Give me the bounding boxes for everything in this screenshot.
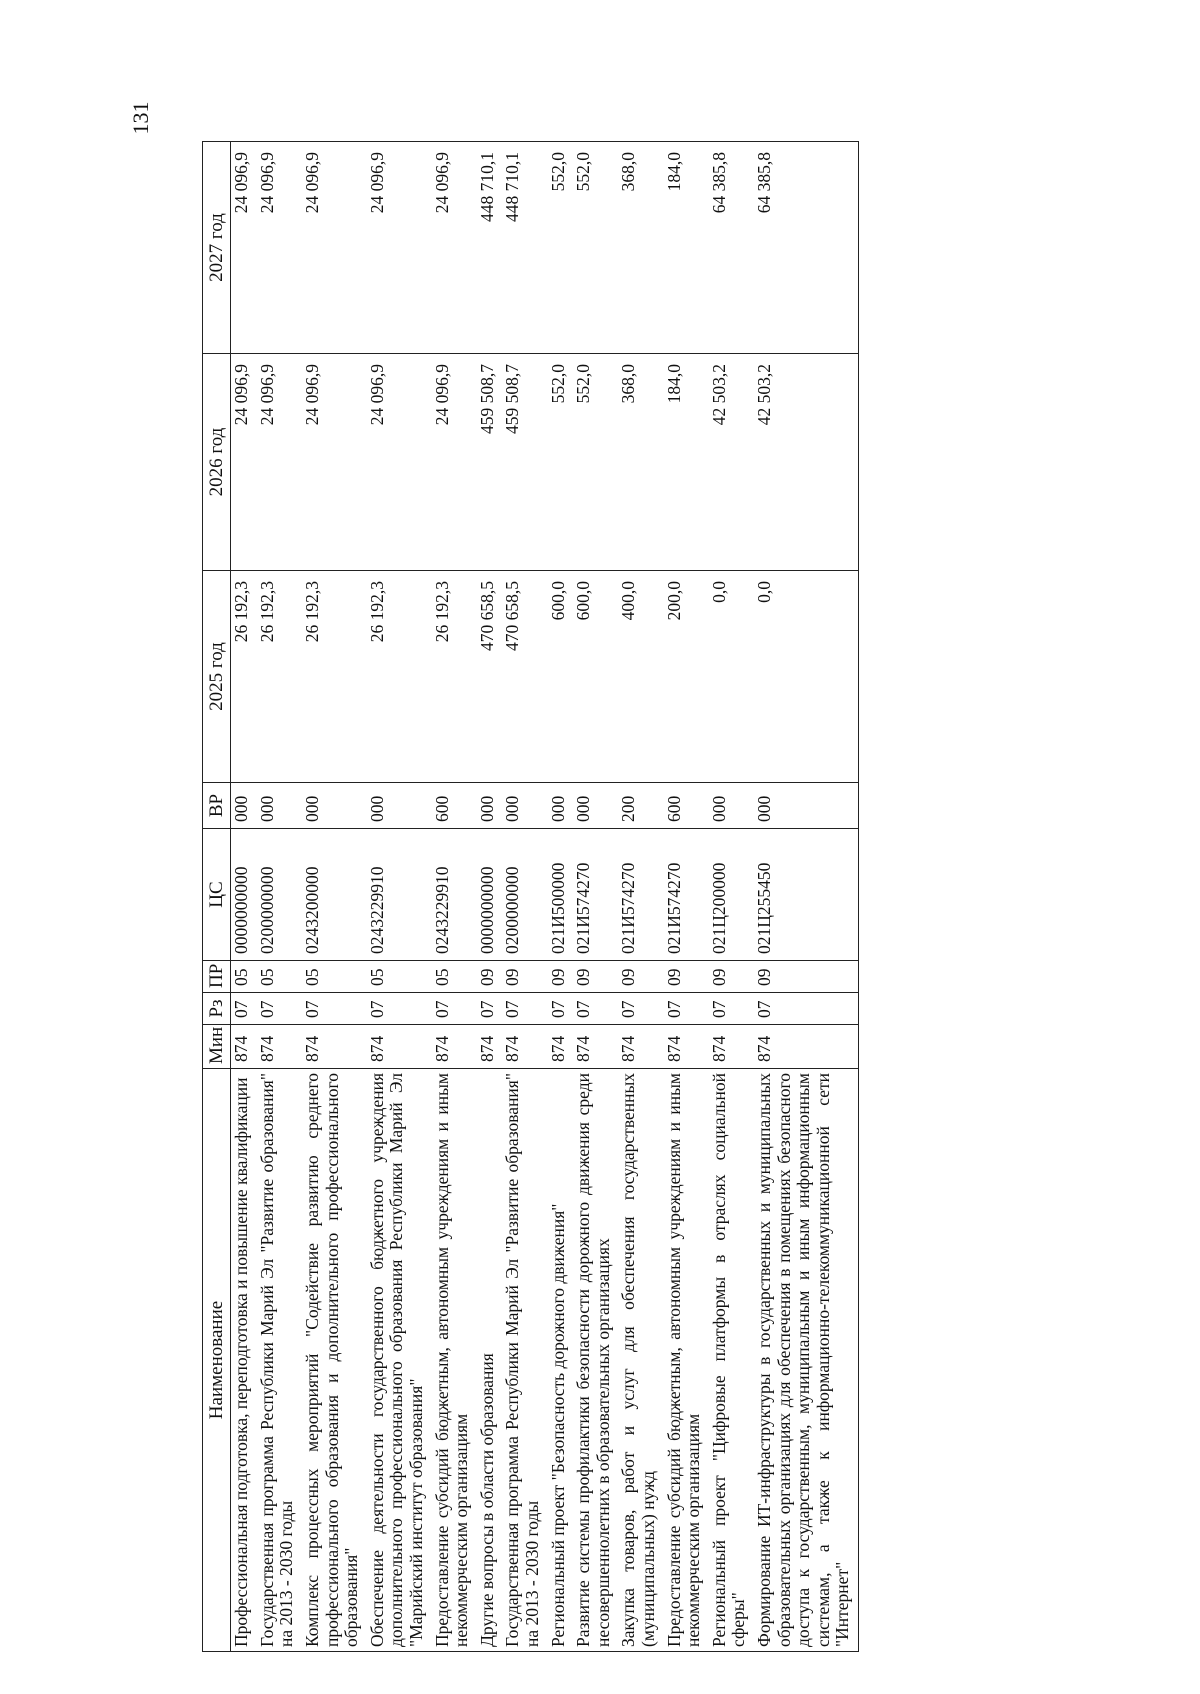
row-pr: 05 <box>231 961 257 993</box>
row-2027: 368,0 <box>618 142 663 354</box>
row-name: Предоставление субсидий бюджетным, автономным учреждениям и иным некоммерческим организациям <box>664 1069 709 1652</box>
row-2026: 459 508,7 <box>477 354 503 571</box>
header-rz: Рз <box>203 993 231 1025</box>
row-name: Государственная программа Республики Марий Эл "Развитие образования" на 2013 - 2030 годы <box>502 1069 547 1652</box>
row-2025: 26 192,3 <box>231 571 257 783</box>
row-2027: 24 096,9 <box>257 142 302 354</box>
row-vr: 600 <box>432 783 477 829</box>
row-2025: 0,0 <box>754 571 858 783</box>
row-vr: 000 <box>367 783 432 829</box>
header-name: Наименование <box>203 1069 231 1652</box>
row-2027: 24 096,9 <box>231 142 257 354</box>
row-vr: 000 <box>573 783 618 829</box>
row-rz: 07 <box>573 993 618 1025</box>
row-cs: 0200000000 <box>257 829 302 961</box>
row-name: Региональный проект "Цифровые платформы в отраслях социальной сферы" <box>709 1069 754 1652</box>
table-row <box>477 142 503 1652</box>
header-cs: ЦС <box>203 829 231 961</box>
row-2027: 24 096,9 <box>302 142 367 354</box>
row-2026: 42 503,2 <box>754 354 858 571</box>
row-name: Формирование ИТ-инфраструктуры в государственных и муниципальных образовательных организациях для обеспечения в помещениях безопасного доступа к государственным, муниципальным и иным информационным системам, а также к информационно-телекоммуникационной сети "Интернет" <box>754 1069 858 1652</box>
row-min: 874 <box>302 1025 367 1069</box>
row-rz: 07 <box>477 993 503 1025</box>
table-row <box>664 142 709 1652</box>
row-pr: 09 <box>502 961 547 993</box>
row-rz: 07 <box>664 993 709 1025</box>
row-pr: 09 <box>754 961 858 993</box>
row-min: 874 <box>432 1025 477 1069</box>
header-min: Мин <box>203 1025 231 1069</box>
row-pr: 05 <box>432 961 477 993</box>
row-vr: 000 <box>502 783 547 829</box>
row-2025: 0,0 <box>709 571 754 783</box>
row-2026: 24 096,9 <box>231 354 257 571</box>
row-2027: 552,0 <box>573 142 618 354</box>
row-cs: 0000000000 <box>477 829 503 961</box>
row-2026: 24 096,9 <box>367 354 432 571</box>
row-vr: 000 <box>548 783 574 829</box>
row-2027: 448 710,1 <box>477 142 503 354</box>
row-name: Предоставление субсидий бюджетным, автономным учреждениям и иным некоммерческим организациям <box>432 1069 477 1652</box>
row-2025: 470 658,5 <box>502 571 547 783</box>
row-2025: 470 658,5 <box>477 571 503 783</box>
row-vr: 000 <box>231 783 257 829</box>
row-2026: 24 096,9 <box>302 354 367 571</box>
row-rz: 07 <box>231 993 257 1025</box>
row-2027: 24 096,9 <box>367 142 432 354</box>
row-2026: 552,0 <box>548 354 574 571</box>
rotated-table-area <box>202 142 1082 1652</box>
row-name: Региональный проект "Безопасность дорожного движения" <box>548 1069 574 1652</box>
table-row <box>618 142 663 1652</box>
row-pr: 09 <box>548 961 574 993</box>
row-cs: 021Ц200000 <box>709 829 754 961</box>
row-2026: 24 096,9 <box>257 354 302 571</box>
row-min: 874 <box>664 1025 709 1069</box>
row-cs: 021И574270 <box>618 829 663 961</box>
row-min: 874 <box>709 1025 754 1069</box>
row-min: 874 <box>502 1025 547 1069</box>
row-pr: 09 <box>477 961 503 993</box>
row-pr: 05 <box>257 961 302 993</box>
row-cs: 021И500000 <box>548 829 574 961</box>
table-row <box>573 142 618 1652</box>
row-2025: 26 192,3 <box>302 571 367 783</box>
row-rz: 07 <box>432 993 477 1025</box>
row-pr: 09 <box>573 961 618 993</box>
table-row <box>709 142 754 1652</box>
row-cs: 0200000000 <box>502 829 547 961</box>
header-2026: 2026 год <box>203 354 231 571</box>
row-min: 874 <box>231 1025 257 1069</box>
row-min: 874 <box>477 1025 503 1069</box>
row-min: 874 <box>257 1025 302 1069</box>
row-2027: 64 385,8 <box>754 142 858 354</box>
row-cs: 0000000000 <box>231 829 257 961</box>
row-2025: 26 192,3 <box>367 571 432 783</box>
row-min: 874 <box>367 1025 432 1069</box>
row-name: Другие вопросы в области образования <box>477 1069 503 1652</box>
header-vr: ВР <box>203 783 231 829</box>
row-rz: 07 <box>618 993 663 1025</box>
row-pr: 05 <box>367 961 432 993</box>
row-name: Обеспечение деятельности государственного бюджетного учреждения дополнительного профессионального образования Республики Марий Эл "Марийский институт образования" <box>367 1069 432 1652</box>
row-vr: 600 <box>664 783 709 829</box>
row-cs: 021И574270 <box>573 829 618 961</box>
row-rz: 07 <box>754 993 858 1025</box>
row-min: 874 <box>548 1025 574 1069</box>
table-header-row <box>203 142 231 1652</box>
row-2025: 26 192,3 <box>257 571 302 783</box>
table-row <box>257 142 302 1652</box>
row-pr: 05 <box>302 961 367 993</box>
row-vr: 000 <box>302 783 367 829</box>
row-rz: 07 <box>367 993 432 1025</box>
row-vr: 000 <box>257 783 302 829</box>
row-2026: 459 508,7 <box>502 354 547 571</box>
table-row <box>502 142 547 1652</box>
row-name: Комплекс процессных мероприятий "Содействие развитию среднего профессионального образования и дополнительного профессионального образования" <box>302 1069 367 1652</box>
row-name: Развитие системы профилактики безопасности дорожного движения среди несовершеннолетних в образовательных организациях <box>573 1069 618 1652</box>
row-2027: 448 710,1 <box>502 142 547 354</box>
row-rz: 07 <box>302 993 367 1025</box>
row-2026: 24 096,9 <box>432 354 477 571</box>
table-row <box>367 142 432 1652</box>
row-min: 874 <box>754 1025 858 1069</box>
row-pr: 09 <box>709 961 754 993</box>
row-vr: 000 <box>754 783 858 829</box>
row-2025: 26 192,3 <box>432 571 477 783</box>
row-min: 874 <box>618 1025 663 1069</box>
row-rz: 07 <box>709 993 754 1025</box>
table-row <box>231 142 257 1652</box>
header-pr: ПР <box>203 961 231 993</box>
table-row <box>302 142 367 1652</box>
page-number: 131 <box>128 101 153 135</box>
row-vr: 000 <box>709 783 754 829</box>
row-2026: 368,0 <box>618 354 663 571</box>
row-2026: 184,0 <box>664 354 709 571</box>
row-2025: 200,0 <box>664 571 709 783</box>
row-2025: 600,0 <box>548 571 574 783</box>
table-row <box>432 142 477 1652</box>
row-cs: 0243229910 <box>367 829 432 961</box>
row-rz: 07 <box>257 993 302 1025</box>
row-pr: 09 <box>664 961 709 993</box>
row-pr: 09 <box>618 961 663 993</box>
row-cs: 0243200000 <box>302 829 367 961</box>
table-row <box>548 142 574 1652</box>
row-name: Государственная программа Республики Марий Эл "Развитие образования" на 2013 - 2030 годы <box>257 1069 302 1652</box>
row-cs: 021И574270 <box>664 829 709 961</box>
row-2027: 552,0 <box>548 142 574 354</box>
row-cs: 0243229910 <box>432 829 477 961</box>
row-min: 874 <box>573 1025 618 1069</box>
header-2025: 2025 год <box>203 571 231 783</box>
row-cs: 021Ц255450 <box>754 829 858 961</box>
row-vr: 200 <box>618 783 663 829</box>
row-rz: 07 <box>502 993 547 1025</box>
row-rz: 07 <box>548 993 574 1025</box>
row-2025: 400,0 <box>618 571 663 783</box>
row-2025: 600,0 <box>573 571 618 783</box>
row-vr: 000 <box>477 783 503 829</box>
row-2026: 552,0 <box>573 354 618 571</box>
row-2027: 64 385,8 <box>709 142 754 354</box>
budget-table <box>202 141 859 1652</box>
row-name: Профессиональная подготовка, переподготовка и повышение квалификации <box>231 1069 257 1652</box>
row-name: Закупка товаров, работ и услуг для обеспечения государственных (муниципальных) нужд <box>618 1069 663 1652</box>
row-2026: 42 503,2 <box>709 354 754 571</box>
header-2027: 2027 год <box>203 142 231 354</box>
row-2027: 24 096,9 <box>432 142 477 354</box>
row-2027: 184,0 <box>664 142 709 354</box>
table-row <box>754 142 858 1652</box>
